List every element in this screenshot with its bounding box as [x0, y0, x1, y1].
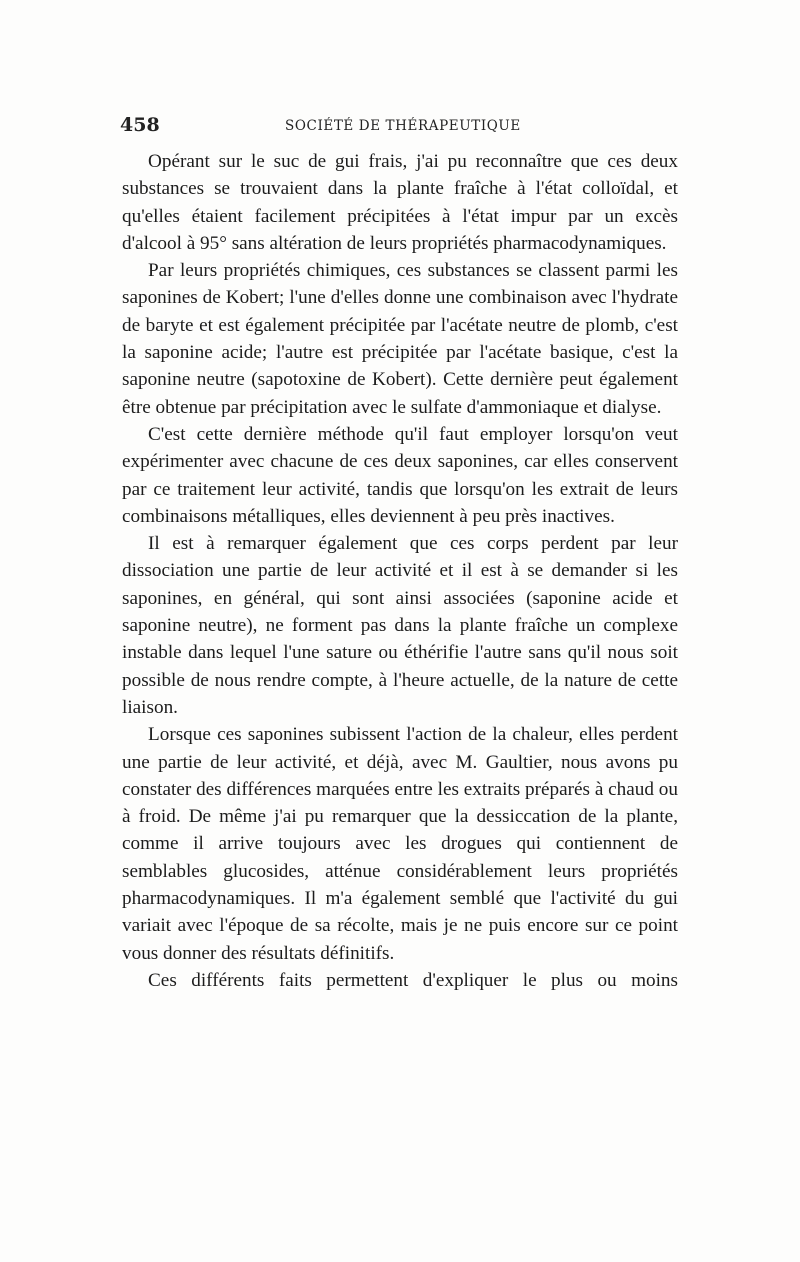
paragraph: Lorsque ces saponines subissent l'action de la chaleur, elles perdent une partie de leur activité, et déjà, avec M. Gaultier, nous avons pu constater des différences marquées entre les extraits préparés à chaud ou à froid. De même j'ai pu remarquer que la dessiccation de la plante, comme il arrive toujours avec les drogues qui contiennent de semblables glucosides, atténue considérablement leurs propriétés pharmacodynamiques. Il m'a également semblé que l'activité du gui variait avec l'époque de sa récolte, mais je ne puis encore sur ce point vous donner des résultats définitifs.	[122, 724, 678, 964]
paragraph: C'est cette dernière méthode qu'il faut employer lorsqu'on veut expérimenter avec chacune de ces deux saponines, car elles conservent par ce traitement leur activité, tandis que lorsqu'on les extrait de leurs combinaisons métalliques, elles deviennent à peu près inactives.	[122, 423, 678, 527]
running-head	[120, 114, 680, 138]
paragraph: Par leurs propriétés chimiques, ces substances se classent parmi les saponines de Kobert; l'une d'elles donne une combinaison avec l'hydrate de baryte et est également précipitée par l'acétate neutre de plomb, c'est la saponine acide; l'autre est précipitée par l'acétate basique, c'est la saponine neutre (sapotoxine de Kobert). Cette dernière peut également être obtenue par précipitation avec le sulfate d'ammoniaque et dialyse.	[122, 260, 678, 418]
paragraph: Opérant sur le suc de gui frais, j'ai pu reconnaître que ces deux substances se trouvaient dans la plante fraîche à l'état colloïdal, et qu'elles étaient facilement précipitées à l'état impur par un excès d'alcool à 95° sans altération de leurs propriétés pharmacodynamiques.	[122, 151, 678, 254]
paragraph: Il est à remarquer également que ces corps perdent par leur dissociation une partie de leur activité et il est à se demander si les saponines, en général, qui sont ainsi associées (saponine acide et saponine neutre), ne forment pas dans la plante fraîche un complexe instable dans lequel l'une sature ou éthérifie l'autre sans qu'il nous soit possible de nous rendre compte, à l'heure actuelle, de la nature de cette liaison.	[122, 533, 678, 718]
body-text	[122, 148, 678, 994]
page-number: 458	[120, 114, 160, 136]
paragraph: Ces différents faits permettent d'expliquer le plus ou moins	[148, 969, 678, 991]
running-title: SOCIÉTÉ DE THÉRAPEUTIQUE	[285, 118, 521, 134]
